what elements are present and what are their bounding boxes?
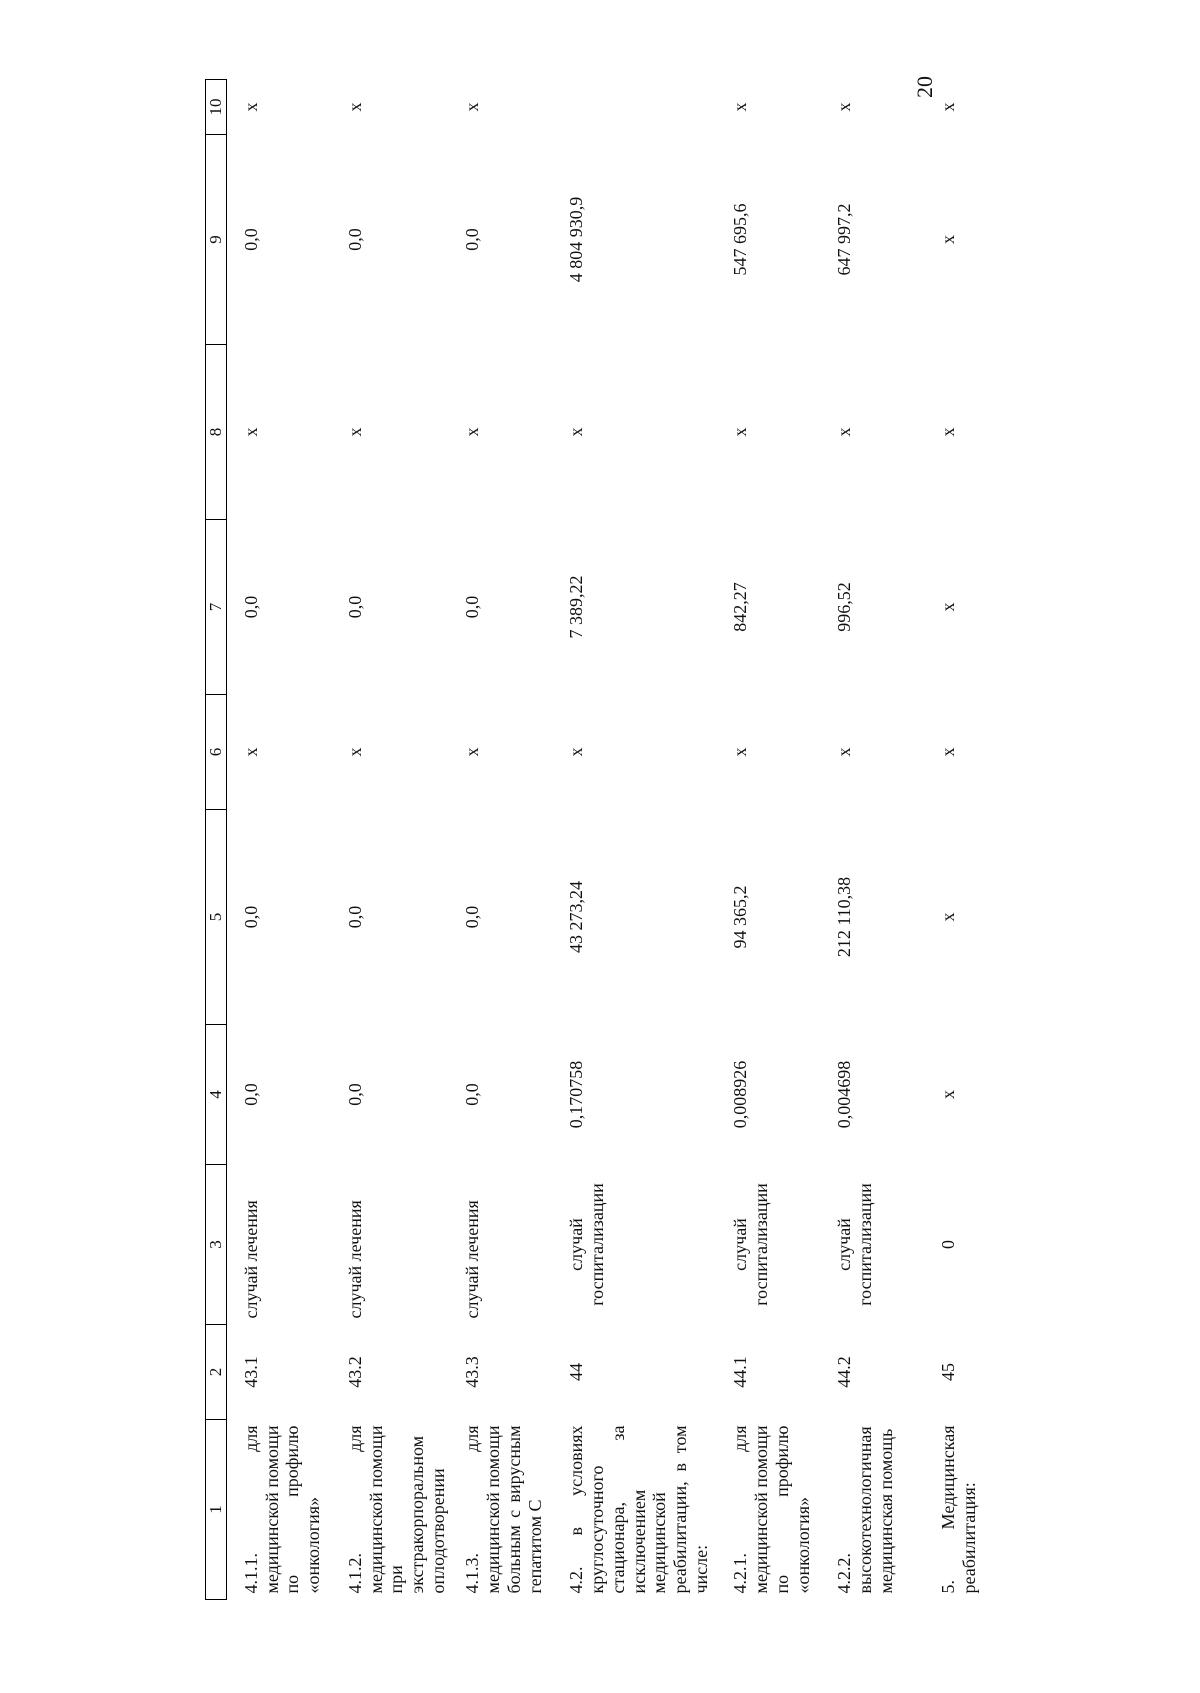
value-cell: x	[938, 912, 959, 922]
column-header: 8	[206, 345, 227, 520]
value-cell: x	[938, 102, 959, 112]
row-label: 4.2.2. высокотехнологичная медицинская помощь	[834, 1426, 896, 1594]
value-cell: 0,0	[241, 905, 261, 929]
row-code: 43.1	[241, 1356, 261, 1388]
value-cell: 0,0	[241, 228, 261, 251]
value-cell: x	[345, 427, 365, 437]
value-cell: 7 389,22	[566, 575, 587, 639]
table-row	[227, 80, 332, 1600]
row-code: 44.2	[834, 1356, 855, 1388]
table-row	[716, 80, 820, 1600]
column-header: 3	[206, 1165, 227, 1325]
value-cell: x	[834, 427, 855, 437]
value-cell: 43 273,24	[566, 881, 587, 953]
value-cell	[552, 80, 716, 135]
column-header: 9	[206, 135, 227, 345]
row-code: 44	[566, 1363, 587, 1381]
value-cell: x	[834, 102, 855, 112]
value-cell: x	[241, 102, 261, 112]
value-cell: x	[730, 102, 751, 112]
value-cell: 842,27	[730, 582, 751, 632]
unit-cell: случай лечения	[345, 1200, 365, 1319]
column-header: 10	[206, 80, 227, 135]
value-cell: x	[938, 747, 959, 757]
data-table	[205, 79, 1013, 1600]
value-cell: x	[730, 427, 751, 437]
value-cell: x	[241, 747, 261, 757]
column-header: 4	[206, 1025, 227, 1165]
value-cell: 0,0	[241, 595, 261, 619]
value-cell: 94 365,2	[730, 885, 751, 949]
column-header: 2	[206, 1325, 227, 1420]
column-header: 5	[206, 810, 227, 1025]
row-label: 5. Медицинская реабилитация:	[938, 1425, 980, 1594]
value-cell: x	[938, 602, 959, 612]
row-code: 43.2	[345, 1356, 365, 1388]
unit-cell: случай лечения	[462, 1200, 483, 1319]
column-header: 7	[206, 520, 227, 695]
unit-cell: случай госпитализации	[566, 1183, 608, 1306]
table-header	[206, 80, 227, 1600]
row-label: 4.2.1. для медицинской помощи по профилю «онкология»	[730, 1425, 813, 1594]
value-cell: 212 110,38	[834, 876, 855, 958]
row-code: 44.1	[730, 1356, 751, 1388]
value-cell: x	[566, 747, 587, 757]
unit-cell: случай госпитализации	[730, 1183, 772, 1306]
table-row	[820, 80, 924, 1600]
value-cell: x	[462, 102, 483, 112]
value-cell: 0,0	[345, 1083, 365, 1106]
value-cell: 0,0	[345, 595, 365, 619]
table-row	[924, 80, 1013, 1600]
value-cell: x	[345, 747, 365, 757]
value-cell: 996,52	[834, 582, 855, 632]
row-code: 43.3	[462, 1356, 483, 1388]
table-row	[552, 80, 716, 1600]
value-cell: 0,0	[345, 228, 365, 251]
value-cell: 547 695,6	[730, 203, 751, 276]
column-header: 1	[206, 1420, 227, 1600]
row-code: 45	[938, 1363, 959, 1381]
value-cell: 0,0	[462, 595, 483, 619]
value-cell: x	[938, 235, 959, 244]
value-cell: x	[241, 427, 261, 437]
value-cell: 0,0	[345, 905, 365, 929]
value-cell: x	[730, 747, 751, 757]
unit-cell: случай госпитализации	[834, 1183, 876, 1306]
value-cell: 0,0	[462, 1083, 483, 1106]
row-label: 4.1.3. для медицинской помощи больным с вирусным гепатитом С	[462, 1425, 545, 1594]
value-cell: x	[462, 747, 483, 757]
column-header: 6	[206, 695, 227, 810]
value-cell: 0,0	[462, 228, 483, 251]
value-cell: x	[938, 427, 959, 437]
unit-cell: случай лечения	[241, 1200, 261, 1319]
value-cell: x	[566, 427, 587, 437]
value-cell: 0,0	[462, 905, 483, 929]
value-cell: 0,170758	[566, 1060, 587, 1129]
value-cell: 0,0	[241, 1083, 261, 1106]
page-number: 20	[912, 76, 937, 98]
value-cell: 647 997,2	[834, 203, 855, 276]
value-cell: x	[345, 102, 365, 112]
unit-cell: 0	[938, 1240, 959, 1249]
row-label: 4.1.1. для медицинской помощи по профилю «онкология»	[241, 1425, 324, 1594]
value-cell: x	[834, 747, 855, 757]
table-row	[448, 80, 552, 1600]
table-row	[331, 80, 448, 1600]
rotated-page-content	[205, 80, 985, 1600]
value-cell: 0,008926	[730, 1060, 751, 1129]
value-cell: 4 804 930,9	[566, 196, 587, 283]
value-cell: x	[938, 1090, 959, 1099]
value-cell: 0,004698	[834, 1060, 855, 1129]
row-label: 4.2. в условиях круглосуточного стационара, за исключением медицинской реабилитации, в том числе:	[566, 1425, 711, 1594]
value-cell: x	[462, 427, 483, 437]
row-label: 4.1.2. для медицинской помощи при экстракорпоральном оплодотворении	[345, 1425, 448, 1594]
